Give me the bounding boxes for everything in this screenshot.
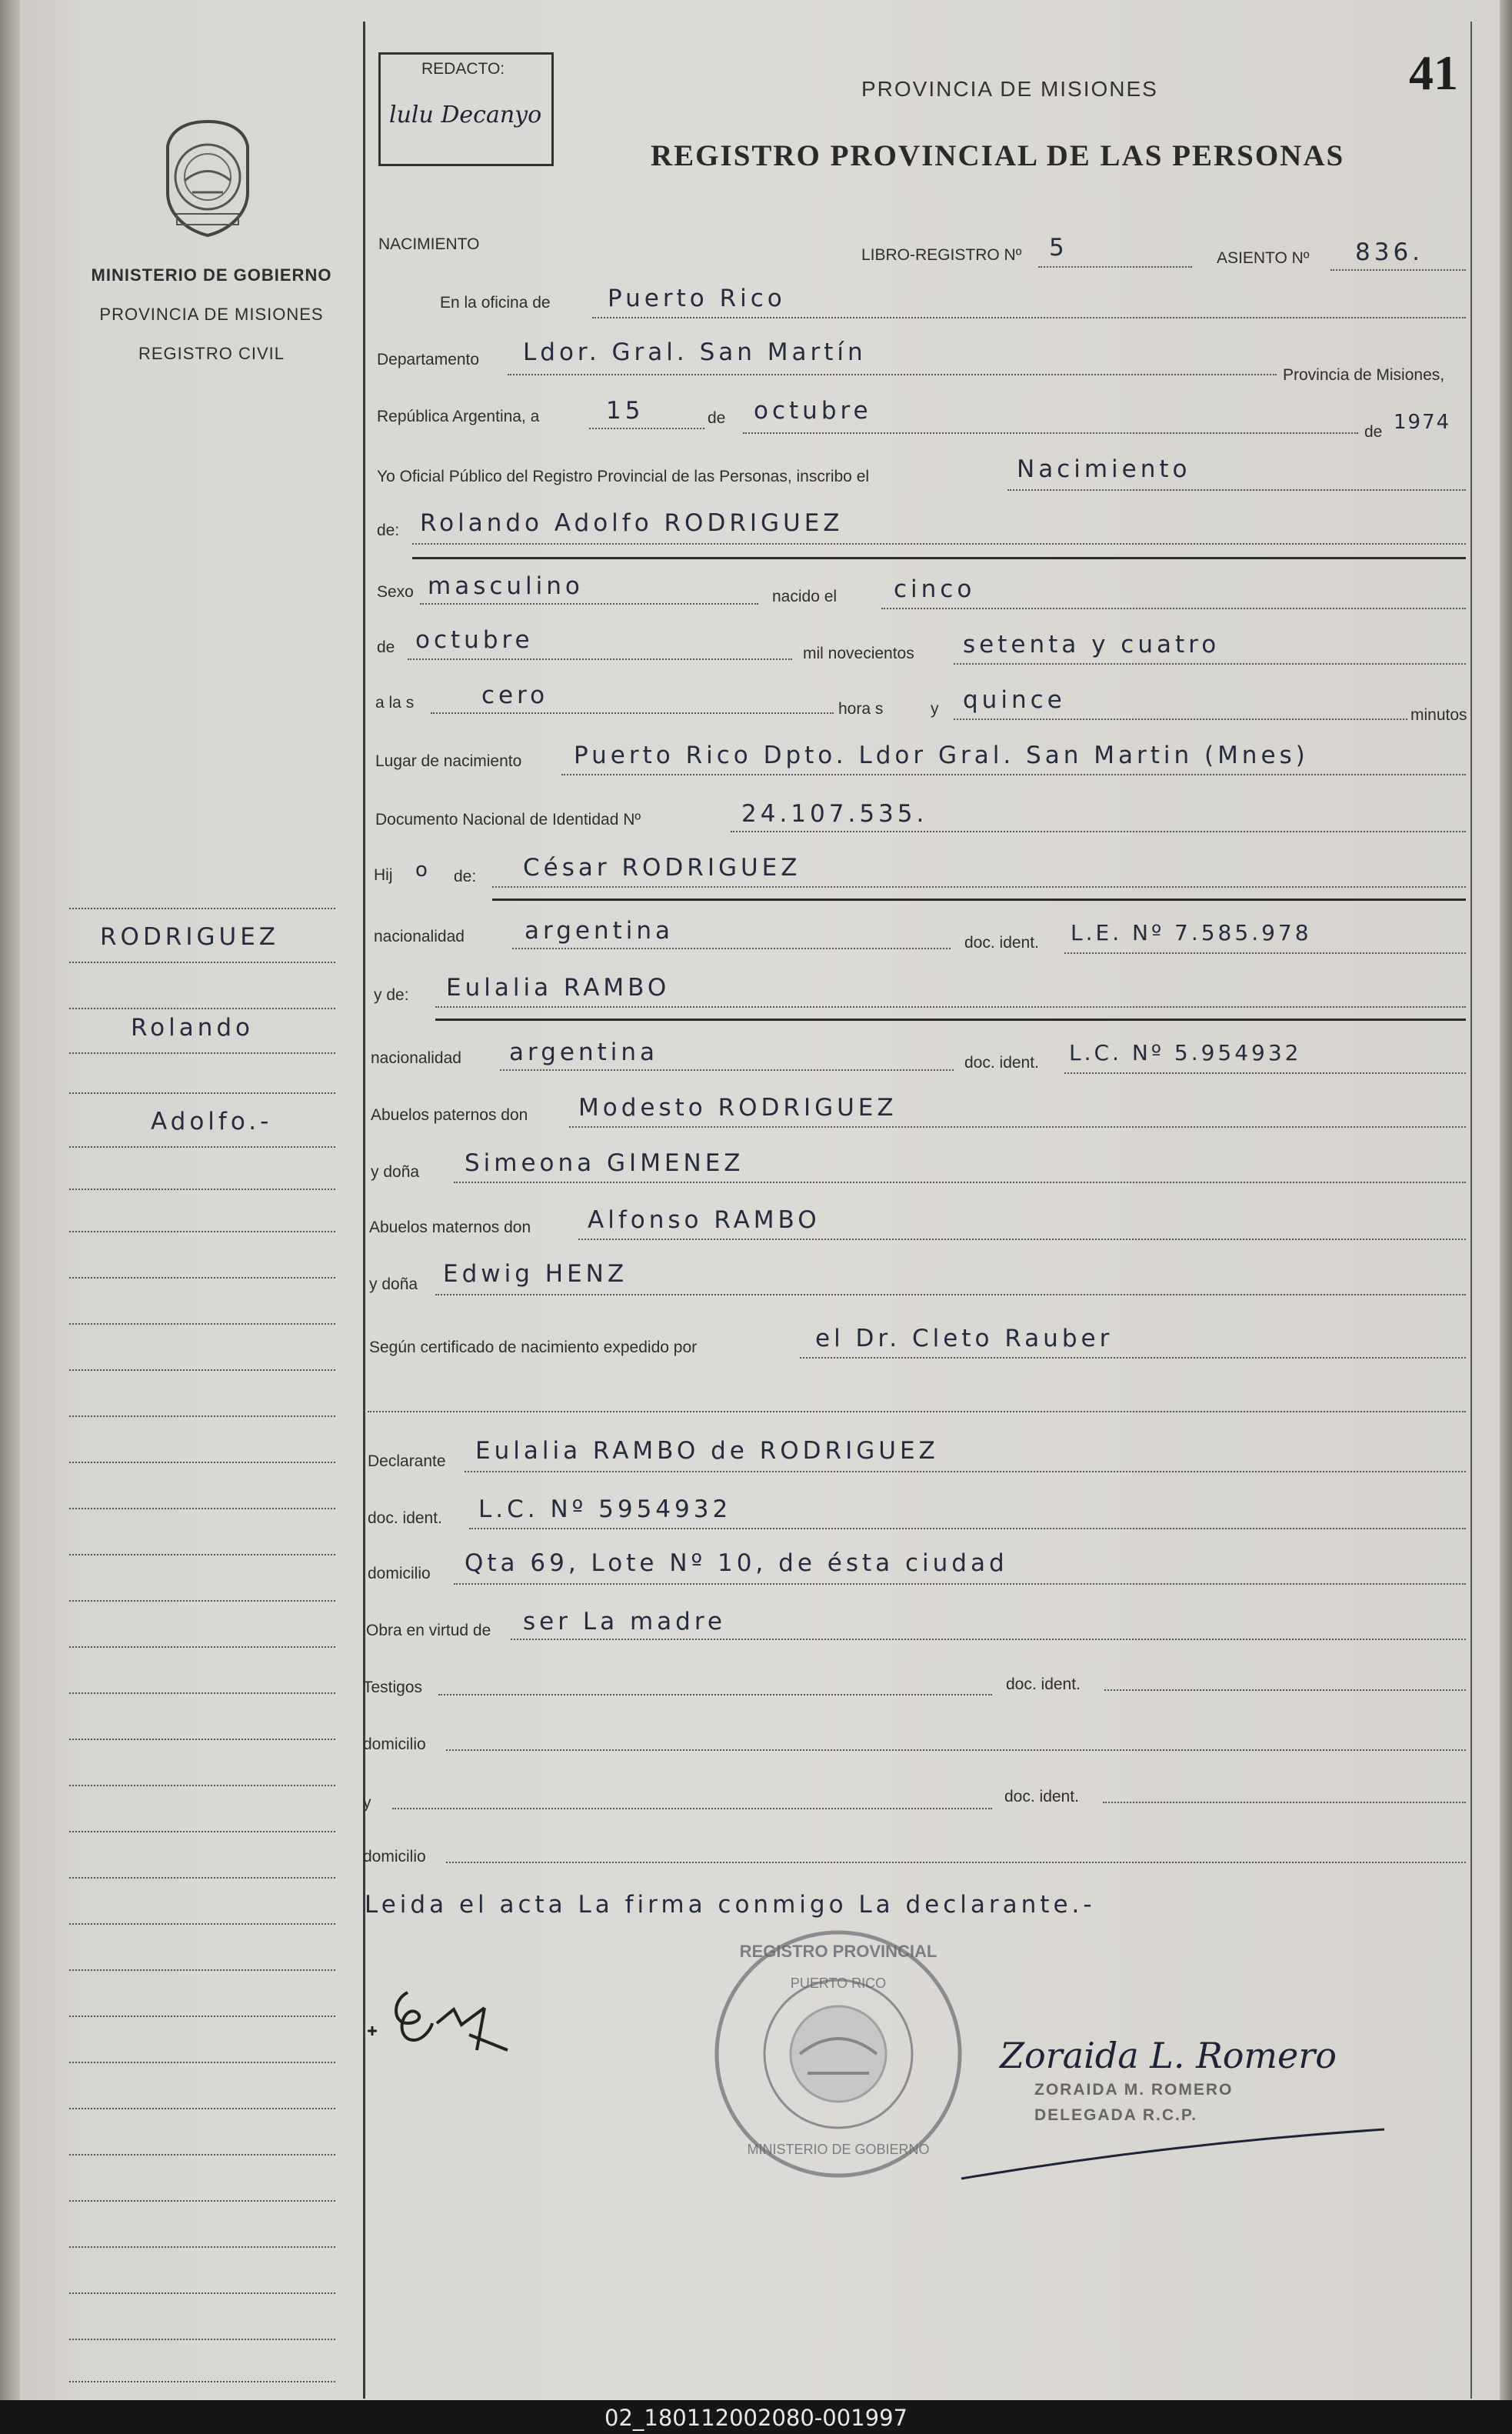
act-type-label: NACIMIENTO (378, 235, 480, 253)
margin-line (69, 1231, 335, 1232)
margin-line (69, 1508, 335, 1509)
obra-value: ser La madre (523, 1608, 726, 1635)
testigos-label: Testigos (363, 1679, 423, 1696)
field-line (469, 1528, 1466, 1529)
margin-line (69, 1877, 335, 1879)
ministry-seal-icon (154, 115, 261, 238)
field-line (800, 1357, 1466, 1359)
margin-line (69, 1277, 335, 1279)
testigos-doc-label-2: doc. ident. (1004, 1788, 1079, 1805)
field-line (569, 1126, 1466, 1128)
domicilio-label: domicilio (368, 1565, 431, 1582)
margin-line (69, 1323, 335, 1325)
field-line (446, 1862, 1466, 1863)
mother-underline (435, 1019, 1466, 1021)
field-line (954, 663, 1466, 665)
leida-note: Leida el acta La firma conmigo La declarante.- (365, 1891, 1096, 1919)
de-mes-label: de (377, 639, 395, 656)
margin-line (69, 1692, 335, 1694)
ministry-province: PROVINCIA DE MISIONES (99, 305, 324, 324)
asiento-label: ASIENTO Nº (1217, 249, 1310, 267)
redacto-label: REDACTO: (421, 60, 505, 78)
margin-line (69, 1600, 335, 1602)
y-label: y (931, 700, 939, 718)
mil-value: setenta y cuatro (963, 631, 1221, 659)
libro-label: LIBRO-REGISTRO Nº (861, 246, 1022, 264)
field-line (1064, 952, 1466, 954)
field-line (954, 719, 1407, 720)
field-line (465, 1471, 1466, 1472)
field-line (881, 608, 1466, 609)
declarante-value: Eulalia RAMBO de RODRIGUEZ (475, 1437, 939, 1465)
field-line (592, 317, 1466, 318)
field-line (1038, 266, 1192, 268)
abuela-materna-value: Edwig HENZ (443, 1260, 628, 1288)
field-line (1064, 1072, 1466, 1074)
segun-value: el Dr. Cleto Rauber (815, 1325, 1114, 1352)
y-dona-label: y doña (371, 1163, 420, 1181)
lugar-value: Puerto Rico Dpto. Ldor Gral. San Martin (Mnes) (574, 742, 1309, 769)
margin-line (69, 2339, 335, 2340)
ministry-name: MINISTERIO DE GOBIERNO (91, 265, 332, 285)
a-las-label: a la s (375, 694, 415, 712)
departamento-value: Ldor. Gral. San Martín (523, 338, 867, 366)
field-line (454, 1583, 1466, 1585)
abuelos-paternos-label: Abuelos paternos don (371, 1106, 528, 1124)
margin-line (69, 2246, 335, 2248)
margin-line (69, 1092, 335, 1094)
nacido-value: cinco (894, 575, 976, 603)
field-line (435, 1294, 1466, 1295)
documento-label: Documento Nacional de Identidad Nº (375, 811, 641, 829)
field-line (454, 1182, 1466, 1183)
field-line (446, 1749, 1466, 1751)
field-line (511, 1639, 1466, 1640)
republica-label: República Argentina, a (377, 408, 540, 425)
de-nombre-label: de: (377, 522, 400, 539)
oficina-value: Puerto Rico (608, 285, 786, 312)
book-binding (0, 0, 20, 2400)
lugar-label: Lugar de nacimiento (375, 752, 522, 770)
ministry-registry: REGISTRO CIVIL (138, 344, 285, 363)
field-line (1330, 269, 1466, 271)
page-edge (1500, 0, 1512, 2400)
margin-surname: RODRIGUEZ (100, 923, 280, 951)
inscripcion-value: Nacimiento (1017, 455, 1191, 483)
margin-line (69, 2016, 335, 2017)
field-line (578, 1239, 1466, 1240)
mes2-value: octubre (415, 626, 534, 654)
mil-label: mil novecientos (803, 645, 914, 662)
hijo-de-label: de: (454, 868, 477, 885)
horas-label: hora s (838, 700, 884, 718)
nacido-label: nacido el (772, 588, 838, 605)
margin-line (69, 1739, 335, 1740)
margin-line (69, 1831, 335, 1832)
margin-line (69, 1052, 335, 1054)
field-line (1103, 1802, 1466, 1803)
oficina-label: En la oficina de (440, 294, 551, 312)
padre-value: César RODRIGUEZ (523, 854, 801, 882)
abuelos-maternos-label: Abuelos maternos don (369, 1219, 531, 1236)
hijo-label: Hij (374, 866, 393, 884)
margin-line (69, 1462, 335, 1463)
margin-line (69, 908, 335, 909)
testigos-domicilio-label: domicilio (363, 1735, 426, 1753)
anio-value: 1974 (1394, 411, 1451, 434)
margin-first-name: Rolando (131, 1014, 255, 1042)
field-line (743, 432, 1358, 434)
obra-label: Obra en virtud de (366, 1622, 491, 1639)
official-signature-stroke (954, 2123, 1392, 2185)
field-line (1007, 489, 1466, 491)
field-line (508, 374, 1277, 375)
margin-line (69, 1554, 335, 1555)
asiento-value: 836. (1355, 238, 1424, 266)
de-label-2: de (1364, 423, 1383, 441)
madre-value: Eulalia RAMBO (446, 974, 671, 1002)
margin-line (69, 1646, 335, 1648)
padre-nacionalidad: argentina (525, 917, 674, 945)
madre-documento: L.C. Nº 5.954932 (1069, 1040, 1302, 1065)
field-line (492, 886, 1466, 888)
field-line (1104, 1689, 1466, 1691)
registry-title: REGISTRO PROVINCIAL DE LAS PERSONAS (651, 139, 1345, 172)
margin-line (69, 2062, 335, 2063)
field-line (438, 1694, 992, 1695)
margin-line (69, 2154, 335, 2156)
margin-line (69, 1369, 335, 1371)
margin-line (69, 1785, 335, 1786)
libro-value: 5 (1049, 234, 1068, 262)
margin-line (69, 2381, 335, 2382)
declarante-label: Declarante (368, 1452, 446, 1470)
documento-value: 24.107.535. (741, 800, 928, 828)
field-line (420, 603, 758, 605)
y-testigo-label: y (363, 1794, 371, 1812)
testigos-doc-label: doc. ident. (1006, 1675, 1081, 1693)
declarante-doc-value: L.C. Nº 5954932 (478, 1495, 732, 1523)
margin-line (69, 2108, 335, 2109)
domicilio-value: Qta 69, Lote Nº 10, de ésta ciudad (465, 1549, 1008, 1577)
docident-label: doc. ident. (964, 934, 1039, 952)
field-line (731, 831, 1466, 832)
margin-line (69, 2200, 335, 2202)
field-line (512, 948, 951, 949)
field-line (408, 659, 792, 660)
margin-line (69, 1415, 335, 1417)
margin-line (69, 1189, 335, 1190)
svg-text:REGISTRO PROVINCIAL: REGISTRO PROVINCIAL (739, 1942, 938, 1961)
margin-line (69, 2292, 335, 2294)
sexo-value: masculino (428, 572, 584, 600)
field-line (431, 712, 834, 714)
margin-line (69, 1969, 335, 1971)
svg-text:PUERTO RICO: PUERTO RICO (790, 1976, 887, 1991)
abuela-paterna-value: Simeona GIMENEZ (465, 1149, 744, 1177)
margin-line (69, 1146, 335, 1148)
sexo-label: Sexo (377, 583, 414, 601)
madre-nacionalidad: argentina (509, 1039, 659, 1066)
hora-value: cero (481, 682, 549, 709)
province-heading: PROVINCIA DE MISIONES (861, 77, 1158, 101)
mes-value: octubre (754, 397, 872, 425)
image-id-caption: 02_180112002080-001997 (604, 2405, 908, 2431)
field-line (435, 1006, 1466, 1008)
field-line (368, 1411, 1466, 1412)
margin-line (69, 962, 335, 963)
field-line (412, 543, 1466, 545)
provincia-label: Provincia de Misiones, (1283, 366, 1445, 384)
redacto-signature: lulu Decanyo (389, 102, 542, 128)
y-de-label: y de: (374, 986, 409, 1004)
padre-documento: L.E. Nº 7.585.978 (1071, 920, 1312, 945)
declarant-signature (361, 1977, 531, 2069)
folio-number: 41 (1409, 45, 1458, 100)
docident-label-2: doc. ident. (964, 1054, 1039, 1072)
abuelo-paterno-value: Modesto RODRIGUEZ (578, 1094, 898, 1122)
name-underline (412, 557, 1466, 559)
nacionalidad-label-2: nacionalidad (371, 1049, 461, 1067)
declarante-doc-label: doc. ident. (368, 1509, 442, 1527)
field-line (589, 428, 704, 429)
parent-underline (492, 899, 1466, 901)
margin-second-name: Adolfo.- (151, 1108, 273, 1135)
field-line (392, 1808, 992, 1809)
minutos-value: quince (963, 686, 1066, 714)
margin-line (69, 1923, 335, 1925)
hijo-letter: o (415, 859, 431, 882)
abuelo-materno-value: Alfonso RAMBO (588, 1206, 821, 1234)
svg-text:MINISTERIO DE GOBIERNO: MINISTERIO DE GOBIERNO (747, 2142, 930, 2157)
nombre-value: Rolando Adolfo RODRIGUEZ (420, 509, 844, 537)
right-margin-line (1470, 22, 1472, 2399)
field-line (561, 774, 1466, 775)
dia-value: 15 (606, 397, 644, 425)
yo-oficial-label: Yo Oficial Público del Registro Provincial de las Personas, inscribo el (377, 468, 870, 485)
official-title-stamp: DELEGADA R.C.P. (1034, 2106, 1198, 2124)
registry-stamp (708, 1923, 969, 2185)
nacionalidad-label: nacionalidad (374, 928, 465, 945)
field-line (500, 1069, 954, 1071)
minutos-label: minutos (1410, 706, 1467, 724)
de-label: de (708, 409, 726, 427)
testigos-domicilio-label-2: domicilio (363, 1848, 426, 1866)
segun-label: Según certificado de nacimiento expedido por (369, 1339, 698, 1356)
y-dona-label-2: y doña (369, 1275, 418, 1293)
departamento-label: Departamento (377, 351, 480, 368)
margin-line (69, 1008, 335, 1009)
official-name-stamp: ZORAIDA M. ROMERO (1034, 2081, 1234, 2099)
official-signature: Zoraida L. Romero (1000, 2035, 1337, 2076)
